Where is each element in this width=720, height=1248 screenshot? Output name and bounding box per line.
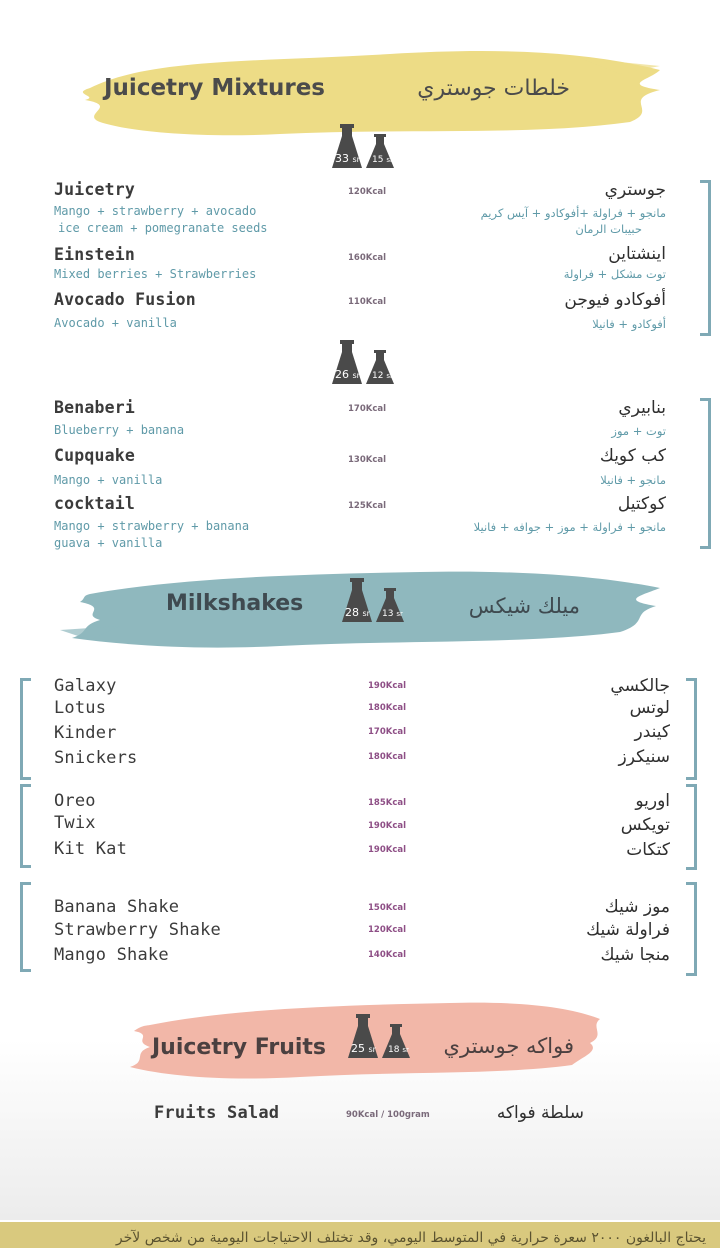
- price-large: 26: [335, 368, 349, 381]
- item-desc: Mango + strawberry + banana: [54, 519, 250, 533]
- group-bracket: [20, 784, 31, 868]
- item-name-ar: سلطة فواكه: [496, 1103, 584, 1123]
- item-kcal: 170Kcal: [368, 727, 407, 737]
- item-kcal: 120Kcal: [368, 925, 407, 935]
- item-desc-ar: مانجو + فراولة +أفوكادو + آيس كريم: [480, 206, 666, 220]
- item-desc: ice cream + pomegranate seeds: [58, 221, 268, 235]
- item-name: Kit Kat: [54, 839, 128, 859]
- group-bracket: [700, 398, 711, 549]
- item-name-ar: منجا شيك: [600, 945, 670, 965]
- price-small: 18: [388, 1045, 400, 1055]
- item-desc: Mixed berries + Strawberries: [54, 267, 257, 281]
- item-desc: guava + vanilla: [54, 536, 163, 550]
- item-kcal: 180Kcal: [368, 703, 407, 713]
- price-small: 13: [382, 609, 394, 619]
- section-title-milkshakes-ar: ميلك شيكس: [468, 594, 580, 618]
- item-name: Einstein: [54, 245, 136, 264]
- price-small: 12: [372, 371, 384, 381]
- item-desc-ar: توت + موز: [611, 424, 666, 438]
- item-kcal: 190Kcal: [368, 845, 407, 855]
- item-name-ar: لوتس: [629, 698, 670, 718]
- item-name: Oreo: [54, 791, 96, 811]
- item-kcal: 185Kcal: [368, 798, 407, 808]
- item-kcal: 120Kcal: [348, 187, 387, 197]
- item-name-ar: بنابيري: [618, 398, 666, 418]
- item-desc: Blueberry + banana: [54, 423, 185, 437]
- item-name: Fruits Salad: [154, 1103, 280, 1123]
- price-flasks-fruits: 25 sr 18 sr: [346, 1012, 416, 1056]
- item-name: Mango Shake: [54, 945, 169, 965]
- item-kcal: 130Kcal: [348, 455, 387, 465]
- item-kcal: 190Kcal: [368, 681, 407, 691]
- item-kcal: 180Kcal: [368, 752, 407, 762]
- item-kcal: 125Kcal: [348, 501, 387, 511]
- item-name: Avocado Fusion: [54, 290, 196, 309]
- item-name: Strawberry Shake: [54, 920, 221, 940]
- price-flasks-mixtures-2: 26 sr 12 sr: [330, 338, 400, 382]
- item-kcal: 190Kcal: [368, 821, 407, 831]
- item-desc-ar: توت مشكل + فراولة: [563, 267, 666, 281]
- item-name-ar: كب كويك: [599, 446, 666, 466]
- group-bracket: [20, 882, 31, 972]
- price-large: 28: [345, 606, 359, 619]
- item-kcal: 150Kcal: [368, 903, 407, 913]
- item-name: Juicetry: [54, 180, 136, 199]
- section-title-mixtures: Juicetry Mixtures: [104, 75, 325, 101]
- item-name-ar: فراولة شيك: [586, 920, 670, 940]
- item-name-ar: أفوكادو فيوجن: [564, 290, 666, 310]
- group-bracket: [20, 678, 31, 780]
- item-desc: Mango + strawberry + avocado: [54, 204, 257, 218]
- price-flasks-milkshakes: 28 sr 13 sr: [340, 576, 410, 620]
- item-name-ar: كتكات: [626, 840, 670, 860]
- item-name: Snickers: [54, 748, 138, 768]
- item-name: Twix: [54, 813, 96, 833]
- price-flasks-mixtures-1: 33 sr 15 sr: [330, 122, 400, 166]
- item-name-ar: تويكس: [620, 815, 670, 835]
- item-name-ar: كوكتيل: [617, 494, 666, 514]
- group-bracket: [686, 678, 697, 780]
- item-desc-ar: مانجو + فراولة + موز + جوافه + فانيلا: [473, 520, 666, 534]
- item-desc: Avocado + vanilla: [54, 316, 177, 330]
- item-name-ar: اينشتاين: [608, 244, 666, 264]
- item-name-ar: اوريو: [635, 791, 670, 811]
- group-bracket: [686, 784, 697, 870]
- group-bracket: [700, 180, 711, 336]
- item-kcal: 170Kcal: [348, 404, 387, 414]
- item-name: Kinder: [54, 723, 117, 743]
- item-desc-ar: حبيبات الرمان: [575, 222, 642, 236]
- item-name: Banana Shake: [54, 897, 180, 917]
- item-name: Galaxy: [54, 676, 117, 696]
- section-title-fruits: Juicetry Fruits: [152, 1035, 327, 1060]
- item-desc: Mango + vanilla: [54, 473, 163, 487]
- item-name: cocktail: [54, 494, 136, 513]
- item-name: Lotus: [54, 698, 107, 718]
- section-title-mixtures-ar: خلطات جوستري: [417, 76, 570, 101]
- item-kcal: 140Kcal: [368, 950, 407, 960]
- item-name-ar: سنيكرز: [618, 747, 670, 767]
- price-small: 15: [372, 155, 384, 165]
- price-large: 33: [335, 152, 349, 165]
- item-kcal: 90Kcal / 100gram: [346, 1110, 430, 1120]
- price-large: 25: [351, 1042, 365, 1055]
- item-name-ar: جوستري: [604, 180, 666, 200]
- item-name-ar: جالكسي: [610, 676, 670, 696]
- item-kcal: 160Kcal: [348, 253, 387, 263]
- footer-note: يحتاج البالغون ٢٠٠٠ سعرة حرارية في المتوسط اليومي، وقد تختلف الاحتياجات اليومية من شخص لآخر: [115, 1230, 706, 1246]
- section-title-fruits-ar: فواكه جوستري: [443, 1034, 574, 1058]
- item-name-ar: كيندر: [634, 722, 670, 742]
- item-name: Cupquake: [54, 446, 136, 465]
- item-name: Benaberi: [54, 398, 136, 417]
- item-kcal: 110Kcal: [348, 297, 387, 307]
- item-name-ar: موز شيك: [604, 897, 670, 917]
- item-desc-ar: مانجو + فانيلا: [600, 473, 666, 487]
- item-desc-ar: أفوكادو + فانيلا: [592, 317, 666, 331]
- section-title-milkshakes: Milkshakes: [166, 591, 304, 616]
- group-bracket: [686, 882, 697, 976]
